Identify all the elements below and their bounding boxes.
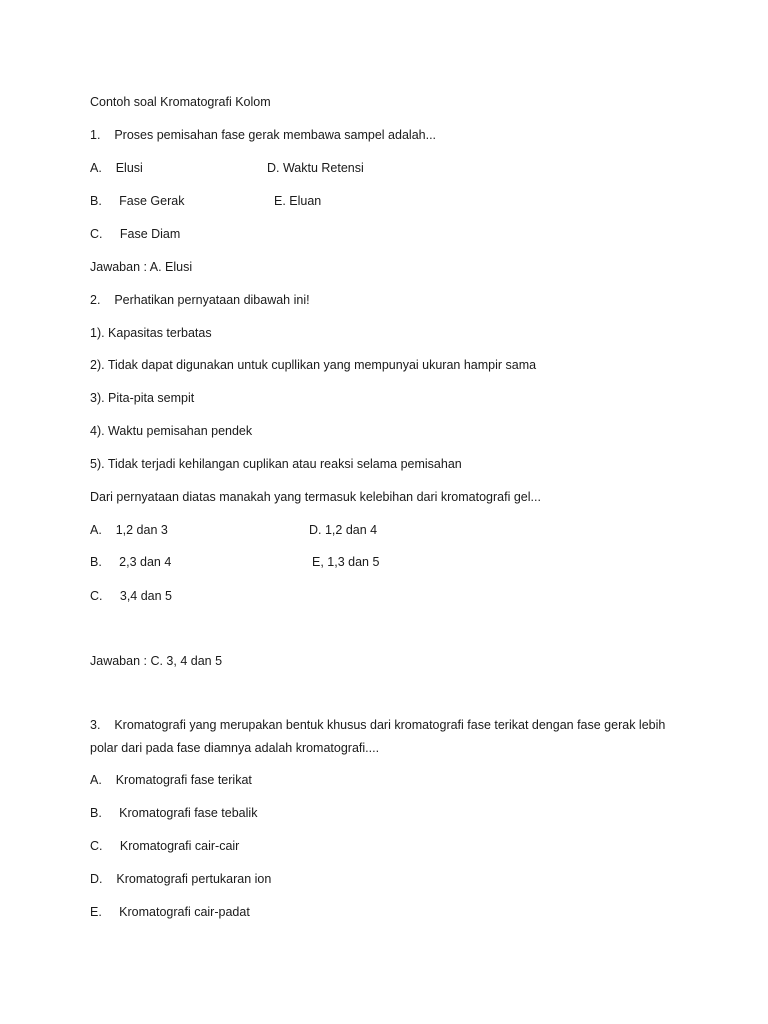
q2-statement-1: 1). Kapasitas terbatas (90, 326, 212, 340)
q2-option-d: D. 1,2 dan 4 (309, 523, 378, 537)
q2-statement-4: 4). Waktu pemisahan pendek (90, 424, 253, 438)
q2-prompt: Dari pernyataan diatas manakah yang termasuk kelebihan dari kromatografi gel... (90, 490, 541, 504)
q3-option-d: D. Kromatografi pertukaran ion (90, 872, 272, 886)
q3-option-e: E. Kromatografi cair-padat (90, 905, 250, 919)
q2-question: 2. Perhatikan pernyataan dibawah ini! (90, 293, 310, 307)
q1-option-a: A. Elusi (90, 161, 143, 175)
q2-statement-3: 3). Pita-pita sempit (90, 391, 195, 405)
q1-answer: Jawaban : A. Elusi (90, 260, 193, 274)
q1-option-c: C. Fase Diam (90, 227, 181, 241)
q3-option-b: B. Kromatografi fase tebalik (90, 806, 258, 820)
q3-question: 3. Kromatografi yang merupakan bentuk khusus dari kromatografi fase terikat dengan fase gerak lebih polar dari pada fase diamnya adalah kromatografi.... (90, 718, 669, 755)
q2-option-b: B. 2,3 dan 4 (90, 555, 172, 569)
q1-question: 1. Proses pemisahan fase gerak membawa sampel adalah... (90, 128, 437, 142)
q1-option-b: B. Fase Gerak (90, 194, 185, 208)
q1-option-d: D. Waktu Retensi (267, 161, 364, 175)
document-title: Contoh soal Kromatografi Kolom (90, 95, 271, 109)
q2-option-c: C. 3,4 dan 5 (90, 589, 172, 603)
q2-statement-2: 2). Tidak dapat digunakan untuk cupllikan yang mempunyai ukuran hampir sama (90, 358, 537, 372)
q2-answer: Jawaban : C. 3, 4 dan 5 (90, 654, 223, 668)
q1-option-e: E. Eluan (274, 194, 322, 208)
q3-option-a: A. Kromatografi fase terikat (90, 773, 252, 787)
q2-statement-5: 5). Tidak terjadi kehilangan cuplikan atau reaksi selama pemisahan (90, 457, 462, 471)
q3-option-c: C. Kromatografi cair-cair (90, 839, 240, 853)
q2-option-a: A. 1,2 dan 3 (90, 523, 168, 537)
q2-option-e: E, 1,3 dan 5 (312, 555, 380, 569)
